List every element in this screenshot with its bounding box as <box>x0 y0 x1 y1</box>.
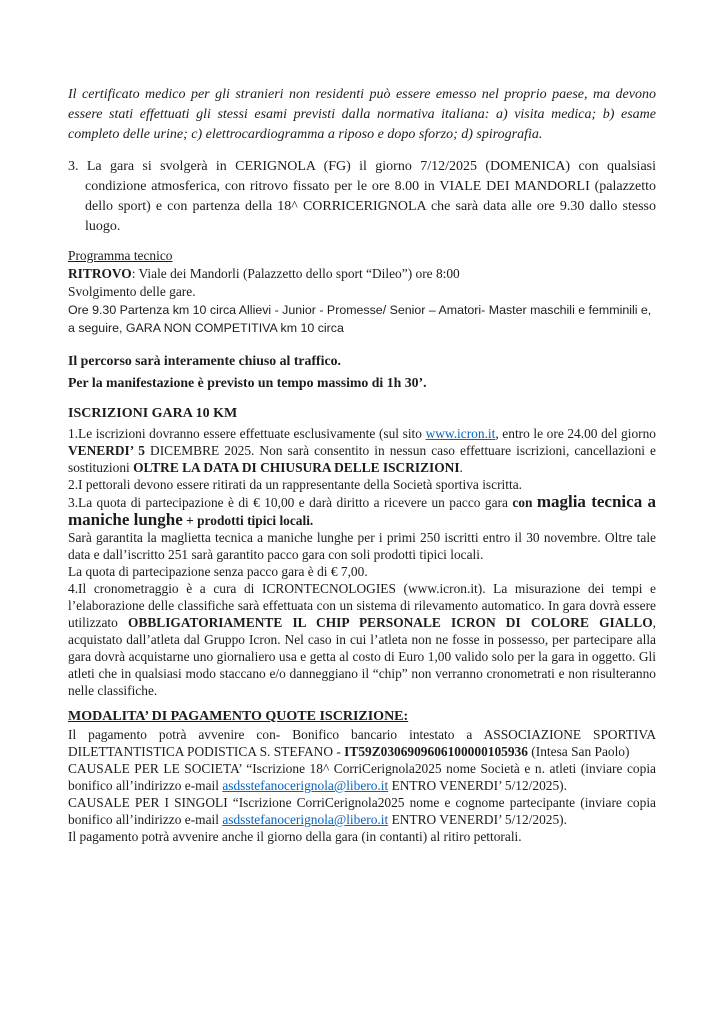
iscrizioni-p1-c: DICEMBRE 2025. Non sarà consentito in nessun caso effettuare iscrizioni, cancellazioni e sostituzioni <box>68 443 656 475</box>
pagamento-paragraph-1 <box>68 726 656 760</box>
svolgimento-text: Svolgimento delle gare. <box>68 284 196 299</box>
race-info-text: La gara si svolgerà in CERIGNOLA (FG) il giorno 7/12/2025 (DOMENICA) con qualsiasi condizione atmosferica, con ritrovo fissato per le ore 8.00 in VIALE DEI MANDORLI (palazzetto dello sport) e con partenza della 18^ CORRICERIGNOLA che sarà data alle ore 9.30 dallo stesso luogo. <box>85 159 656 234</box>
medical-certificate-note-text: Il certificato medico per gli stranieri non residenti può essere emesso nel proprio paese, ma devono essere stati effettuati gli stessi esami previsti dalla normativa italiana: a) visita medica; b) esame completo delle urine; c) elettrocardiogramma a riposo e dopo sforzo; d) spirografia. <box>68 87 656 142</box>
email-link-singoli[interactable]: asdsstefanocerignola@libero.it <box>222 812 389 827</box>
iscrizioni-title <box>68 405 656 423</box>
item-number: 3. <box>68 159 79 174</box>
technical-shirt-highlight: maglia tecnica a maniche lunghe <box>68 492 656 529</box>
svolgimento-line <box>68 283 656 301</box>
deadline-day-bold: VENERDI’ 5 <box>68 443 145 458</box>
chip-requirement-bold: OBBLIGATORIAMENTE IL CHIP PERSONALE ICRON DI COLORE GIALLO <box>128 615 653 630</box>
email-link-societa[interactable]: asdsstefanocerignola@libero.it <box>222 778 389 793</box>
causale-singoli-b: ENTRO VENERDI’ 5/12/2025). <box>388 812 567 827</box>
cash-payment-paragraph <box>68 828 656 845</box>
pagamento-title <box>68 707 656 726</box>
ritrovo-text: : Viale dei Mandorli (Palazzetto dello sport “Dileo”) ore 8:00 <box>131 266 460 281</box>
partenza-text: Ore 9.30 Partenza km 10 circa Allievi - Junior - Promesse/ Senior – Amatori- Master maschili e femminili e, a seguire, GARA NON COMPETITIVA km 10 circa <box>68 303 652 335</box>
pagamento-p1-b: (Intesa San Paolo) <box>527 744 630 759</box>
iscrizioni-paragraph-6 <box>68 580 656 699</box>
max-time-line <box>68 372 656 394</box>
iscrizioni-p4-text: Sarà garantita la maglietta tecnica a maniche lunghe per i primi 250 iscritti entro il 30 novembre. Oltre tale data e dall’iscritto 251 sarà garantito pacco gara con soli prodotti tipici locali. <box>68 530 656 562</box>
pagamento-title-text: MODALITA’ DI PAGAMENTO QUOTE ISCRIZIONE: <box>68 709 409 724</box>
icron-site-link[interactable]: www.icron.it <box>425 426 496 441</box>
max-time-text: Per la manifestazione è previsto un tempo massimo di 1h 30’. <box>68 375 427 390</box>
medical-certificate-note <box>68 85 656 145</box>
iscrizioni-paragraph-2 <box>68 476 656 493</box>
traffic-closed-text: Il percorso sarà interamente chiuso al traffico. <box>68 353 341 368</box>
iscrizioni-paragraph-1 <box>68 425 656 476</box>
iscrizioni-p1-a: 1.Le iscrizioni dovranno essere effettuate esclusivamente (sul sito <box>68 426 426 441</box>
causale-singoli-a: CAUSALE PER I SINGOLI “Iscrizione CorriCerignola2025 nome e cognome partecipante (inviare copia bonifico all’indirizzo e-mail <box>68 795 656 827</box>
iscrizioni-p6-a: 4.Il cronometraggio è a cura di ICRONTECNOLOGIES (www.icron.it). La misurazione dei tempi e l’elaborazione delle classifiche sarà effettuata con un sistema di rilevamento automatico. In gara dovrà essere utilizzato <box>68 581 656 630</box>
programma-tecnico-title-text: Programma tecnico <box>68 248 173 263</box>
cash-payment-text: Il pagamento potrà avvenire anche il giorno della gara (in contanti) al ritiro pettorali. <box>68 829 522 844</box>
iscrizioni-p2-text: 2.I pettorali devono essere ritirati da un rappresentante della Società sportiva iscritta. <box>68 477 523 492</box>
ritrovo-label: RITROVO <box>68 266 132 281</box>
p3-bold-con: con <box>512 495 537 510</box>
p3-bold-rest: + prodotti tipici locali. <box>182 513 314 528</box>
iscrizioni-p6-b: , acquistato dall’atleta dal Gruppo Icron. Nel caso in cui l’atleta non ne fosse in possesso, per partecipare alla gara dovrà acquistarne uno giornaliero usa e getta al costo di Euro 1,00 valido solo per la gara in oggetto. Gli atleti che in qualsiasi modo staccano e/o danneggiano il “chip” non verranno cronometrati e non risulteranno nelle classifiche. <box>68 615 657 698</box>
iscrizioni-paragraph-3 <box>68 493 656 529</box>
iscrizioni-paragraph-4 <box>68 529 656 563</box>
iscrizioni-p3-a: 3.La quota di partecipazione è di € 10,00 e darà diritto a ricevere un pacco gara <box>68 495 513 510</box>
partenza-line <box>68 301 656 337</box>
causale-societa-a: CAUSALE PER LE SOCIETA’ “Iscrizione 18^ CorriCerignola2025 nome Società e n. atleti (inviare copia bonifico all’indirizzo e-mail <box>68 761 656 793</box>
causale-societa-paragraph <box>68 760 656 794</box>
iscrizioni-title-text: ISCRIZIONI GARA 10 KM <box>68 406 238 421</box>
iscrizioni-p5-text: La quota di partecipazione senza pacco gara è di € 7,00. <box>68 564 368 579</box>
causale-singoli-paragraph <box>68 794 656 828</box>
traffic-closed-line <box>68 350 656 372</box>
causale-societa-b: ENTRO VENERDI’ 5/12/2025). <box>388 778 567 793</box>
iscrizioni-p1-b: , entro le ore 24.00 del giorno <box>495 426 656 441</box>
race-info-item-3 <box>68 157 656 237</box>
iban-number: IT59Z0306909606100000105936 <box>344 744 528 759</box>
iscrizioni-paragraph-5 <box>68 563 656 580</box>
iscrizioni-p1-d: . <box>459 460 463 475</box>
ritrovo-line <box>68 265 656 283</box>
closure-date-bold: OLTRE LA DATA DI CHIUSURA DELLE ISCRIZIONI <box>133 460 460 475</box>
programma-tecnico-title <box>68 247 656 265</box>
pagamento-p1-a: Il pagamento potrà avvenire con- Bonifico bancario intestato a ASSOCIAZIONE SPORTIVA DILETTANTISTICA PODISTICA S. STEFANO - <box>68 727 656 759</box>
